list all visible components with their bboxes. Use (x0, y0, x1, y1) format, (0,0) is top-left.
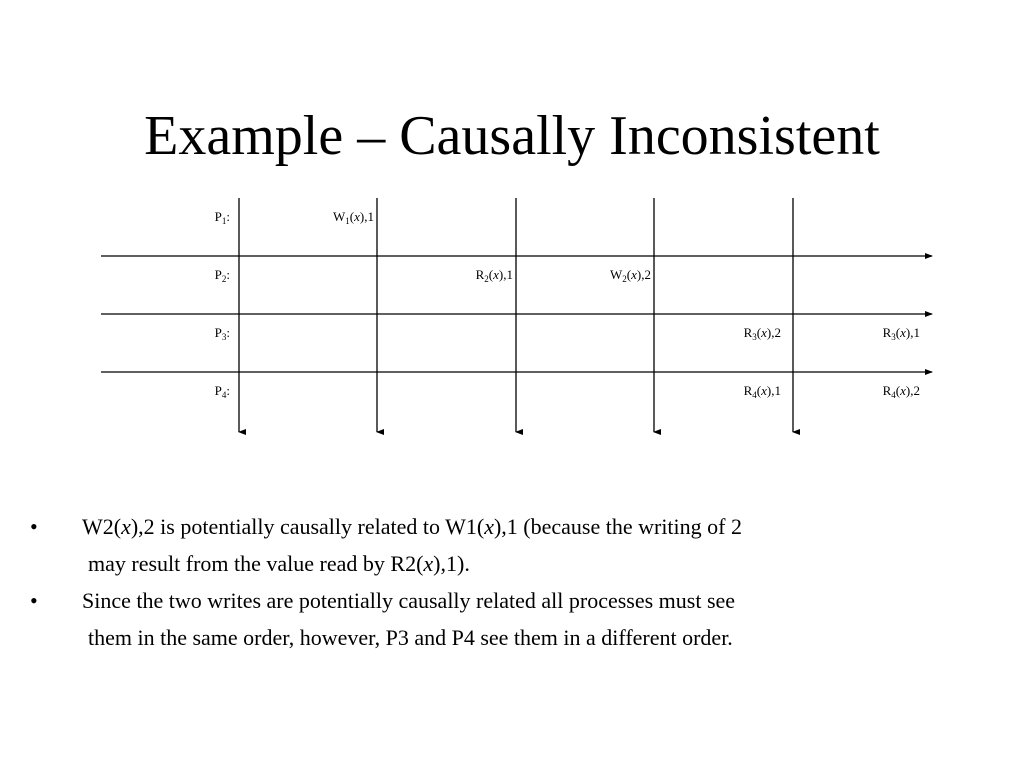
bullet-line: Since the two writes are potentially causally related all processes must see (82, 588, 736, 613)
operation-label: $R_2(x),1$ (475, 267, 513, 284)
variable-x: x (484, 514, 494, 539)
bullet-line (82, 545, 990, 582)
bullet-marker: • (30, 514, 38, 539)
variable-x: x (121, 514, 131, 539)
process-label: $P_2$: (214, 267, 230, 284)
operation-label: $R_4(x),2$ (882, 383, 920, 400)
bullet-list (30, 508, 990, 656)
text-run: ),1). (433, 551, 470, 576)
variable-x: x (423, 551, 434, 576)
process-label: $P_1$: (214, 209, 230, 226)
operation-label: $R_3(x),1$ (882, 325, 920, 342)
bullet-line: them in the same order, however, P3 and P4 see them in a different order. (88, 625, 733, 650)
text-run: may result from the value read by R2( (88, 551, 424, 576)
slide-title: Example – Causally Inconsistent (144, 105, 880, 167)
bullet-item (30, 582, 990, 656)
bullet-line (82, 508, 990, 545)
operation-label: $W_2(x),2$ (610, 267, 651, 284)
text-run: W2( (82, 514, 122, 539)
operation-label: $W_1(x),1$ (333, 209, 374, 226)
process-label: $P_3$: (214, 325, 230, 342)
text-run: ),1 (because the writing of 2 (493, 514, 742, 539)
operation-label: $R_4(x),1$ (743, 383, 781, 400)
bullet-item (30, 508, 990, 582)
text-run: ),2 is potentially causally related to W1( (130, 514, 485, 539)
operation-label: $R_3(x),2$ (743, 325, 781, 342)
bullet-marker: • (30, 588, 38, 613)
process-label: $P_4$: (214, 383, 230, 400)
